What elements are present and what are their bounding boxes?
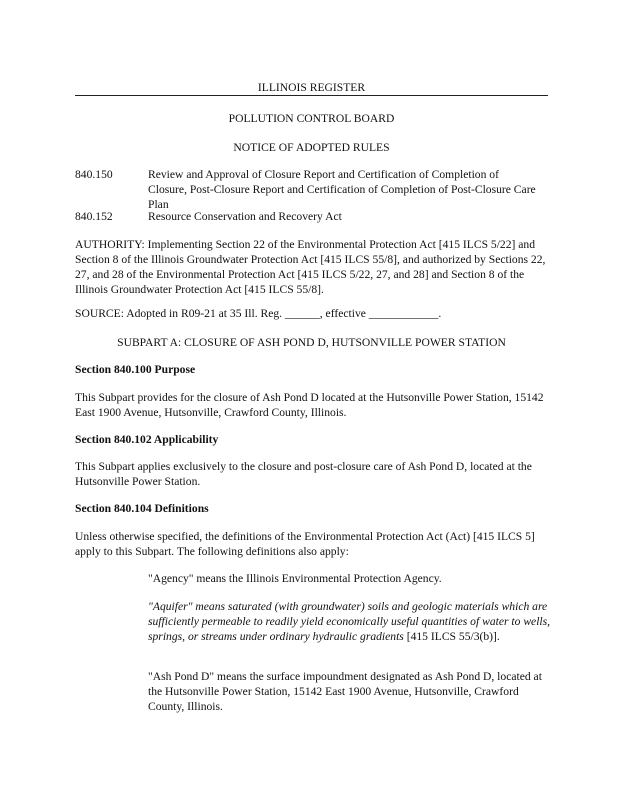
register-title: ILLINOIS REGISTER [257,81,366,94]
board-title: POLLUTION CONTROL BOARD [228,112,395,125]
source-paragraph: SOURCE: Adopted in R09-21 at 35 Ill. Reg. ______, effective ____________. [75,307,442,320]
section-body: This Subpart provides for the closure of Ash Pond D located at the Hutsonville Power Station, 15142 East 1900 Avenue, Hutsonville, Crawford County, Illinois. [75,391,544,419]
notice-title: NOTICE OF ADOPTED RULES [233,141,390,154]
section-body: This Subpart applies exclusively to the closure and post-closure care of Ash Pond D, located at the Hutsonville Power Station. [75,460,532,488]
toc-number: 840.152 [75,210,113,223]
subpart-heading: SUBPART A: CLOSURE OF ASH POND D, HUTSONVILLE POWER STATION [117,336,506,349]
toc-number: 840.150 [75,168,113,181]
section-heading: Section 840.104 Definitions [75,502,209,515]
definition-aquifer [148,599,553,644]
header-rule [75,95,548,96]
definition-agency: "Agency" means the Illinois Environmental Protection Agency. [148,572,442,585]
section-heading: Section 840.100 Purpose [75,363,196,376]
toc-title: Resource Conservation and Recovery Act [148,210,342,223]
definition-citation: [415 ILCS 55/3(b)]. [403,630,500,643]
section-body: Unless otherwise specified, the definitions of the Environmental Protection Act (Act) [415 ILCS 5] apply to this Subpart. The following definitions also apply: [75,530,535,558]
toc-title: Review and Approval of Closure Report and Certification of Completion of Closure, Post-Closure Report and Certification of Completion of Post-Closure Care Plan [148,168,536,211]
section-heading: Section 840.102 Applicability [75,433,219,446]
definition-italic-text: "Aquifer" means saturated (with groundwater) soils and geologic materials which are sufficiently permeable to readily yield economically useful quantities of water to wells, springs, or streams under ordinary hydraulic gradients [148,600,551,643]
authority-paragraph: AUTHORITY: Implementing Section 22 of the Environmental Protection Act [415 ILCS 5/22] and Section 8 of the Illinois Groundwater Protection Act [415 ILCS 55/8], and authorized by Sections 22, 27, and 28 of the Environmental Protection Act [415 ILCS 5/22, 27, and 28] and Section 8 of the Illinois Groundwater Protection Act [415 ILCS 55/8]. [75,238,546,296]
definition-ash-pond-d: "Ash Pond D" means the surface impoundment designated as Ash Pond D, located at the Hutsonville Power Station, 15142 East 1900 Avenue, Hutsonville, Crawford County, Illinois. [148,670,542,713]
